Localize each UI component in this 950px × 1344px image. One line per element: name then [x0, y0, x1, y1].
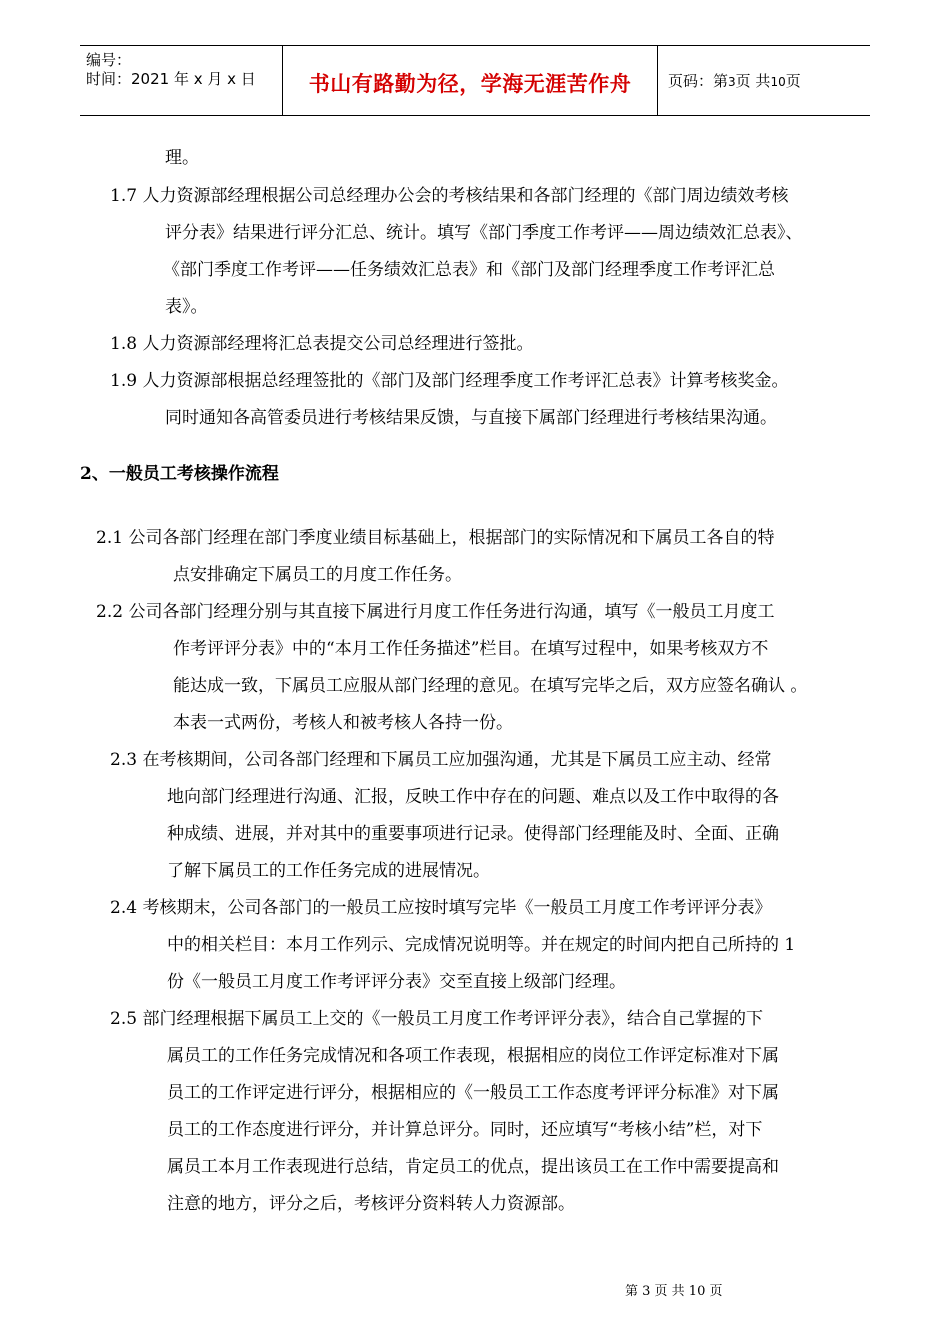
- text-line: 中的相关栏目：本月工作列示、完成情况说明等。并在规定的时间内把自己所持的 1: [167, 935, 796, 955]
- text-line: 1.8 人力资源部经理将汇总表提交公司总经理进行签批。: [110, 334, 534, 354]
- text-line: 员工的工作态度进行评分，并计算总评分。同时，还应填写“考核小结”栏，对下: [167, 1120, 763, 1140]
- motto-text: 书山有路勤为径，学海无涯苦作舟: [308, 72, 632, 96]
- text-line: 理。: [165, 148, 199, 168]
- text-line: 了解下属员工的工作任务完成的进展情况。: [167, 861, 490, 881]
- text-line: 种成绩、进展，并对其中的重要事项进行记录。使得部门经理能及时、全面、正确: [167, 824, 779, 844]
- text-line: 注意的地方，评分之后，考核评分资料转人力资源部。: [167, 1194, 575, 1214]
- text-line: 2.2 公司各部门经理分别与其直接下属进行月度工作任务进行沟通，填写《一般员工月度工: [96, 602, 775, 622]
- section-heading: 2、一般员工考核操作流程: [80, 464, 279, 484]
- text-line: 属员工本月工作表现进行总结，肯定员工的优点，提出该员工在工作中需要提高和: [167, 1157, 779, 1177]
- page-header: [80, 45, 870, 116]
- text-line: 地向部门经理进行沟通、汇报，反映工作中存在的问题、难点以及工作中取得的各: [167, 787, 779, 807]
- text-line: 评分表》结果进行评分汇总、统计。填写《部门季度工作考评——周边绩效汇总表》、: [165, 223, 803, 243]
- page-indicator: [668, 70, 801, 91]
- header-meta-cell: [80, 46, 280, 115]
- text-line: 点安排确定下属员工的月度工作任务。: [173, 565, 462, 585]
- text-line: 同时通知各高管委员进行考核结果反馈，与直接下属部门经理进行考核结果沟通。: [165, 408, 777, 428]
- text-line: 本表一式两份，考核人和被考核人各持一份。: [173, 713, 513, 733]
- page-label-prefix: 页码：第: [668, 72, 729, 90]
- page-total: 10: [770, 75, 786, 89]
- text-line: 能达成一致，下属员工应服从部门经理的意见。在填写完毕之后，双方应签名确认 。: [173, 676, 808, 696]
- text-line: 份《一般员工月度工作考评评分表》交至直接上级部门经理。: [167, 972, 626, 992]
- text-line: 1.9 人力资源部根据总经理签批的《部门及部门经理季度工作考评汇总表》计算考核奖金。: [110, 371, 789, 391]
- page-label-mid: 页 共: [735, 72, 771, 90]
- text-line: 《部门季度工作考评——任务绩效汇总表》和《部门及部门经理季度工作考评汇总: [163, 260, 775, 280]
- header-page-cell: [658, 46, 870, 115]
- text-line: 2.3 在考核期间，公司各部门经理和下属员工应加强沟通，尤其是下属员工应主动、经常: [110, 750, 772, 770]
- text-line: 表》。: [165, 297, 208, 317]
- text-line: 2.5 部门经理根据下属员工上交的《一般员工月度工作考评评分表》，结合自己掌握的下: [110, 1009, 763, 1029]
- header-motto-cell: [282, 46, 658, 115]
- text-line: 属员工的工作任务完成情况和各项工作表现，根据相应的岗位工作评定标准对下属: [167, 1046, 779, 1066]
- text-line: 员工的工作评定进行评分，根据相应的《一般员工工作态度考评评分标准》对下属: [167, 1083, 779, 1103]
- text-line: 作考评评分表》中的“本月工作任务描述”栏目。在填写过程中，如果考核双方不: [173, 639, 769, 659]
- text-line: 2.1 公司各部门经理在部门季度业绩目标基础上，根据部门的实际情况和下属员工各自的特: [96, 528, 775, 548]
- text-line: 2.4 考核期末，公司各部门的一般员工应按时填写完毕《一般员工月度工作考评评分表》: [110, 898, 772, 918]
- text-line: 1.7 人力资源部经理根据公司总经理办公会的考核结果和各部门经理的《部门周边绩效考核: [110, 186, 789, 206]
- page-current: 3: [728, 75, 736, 89]
- page-label-suffix: 页: [785, 72, 801, 90]
- number-label: 编号：: [86, 51, 132, 69]
- page-footer: 第 3 页 共 10 页: [625, 1284, 723, 1299]
- time-label: 时间：2021 年 x 月 x 日: [86, 70, 256, 88]
